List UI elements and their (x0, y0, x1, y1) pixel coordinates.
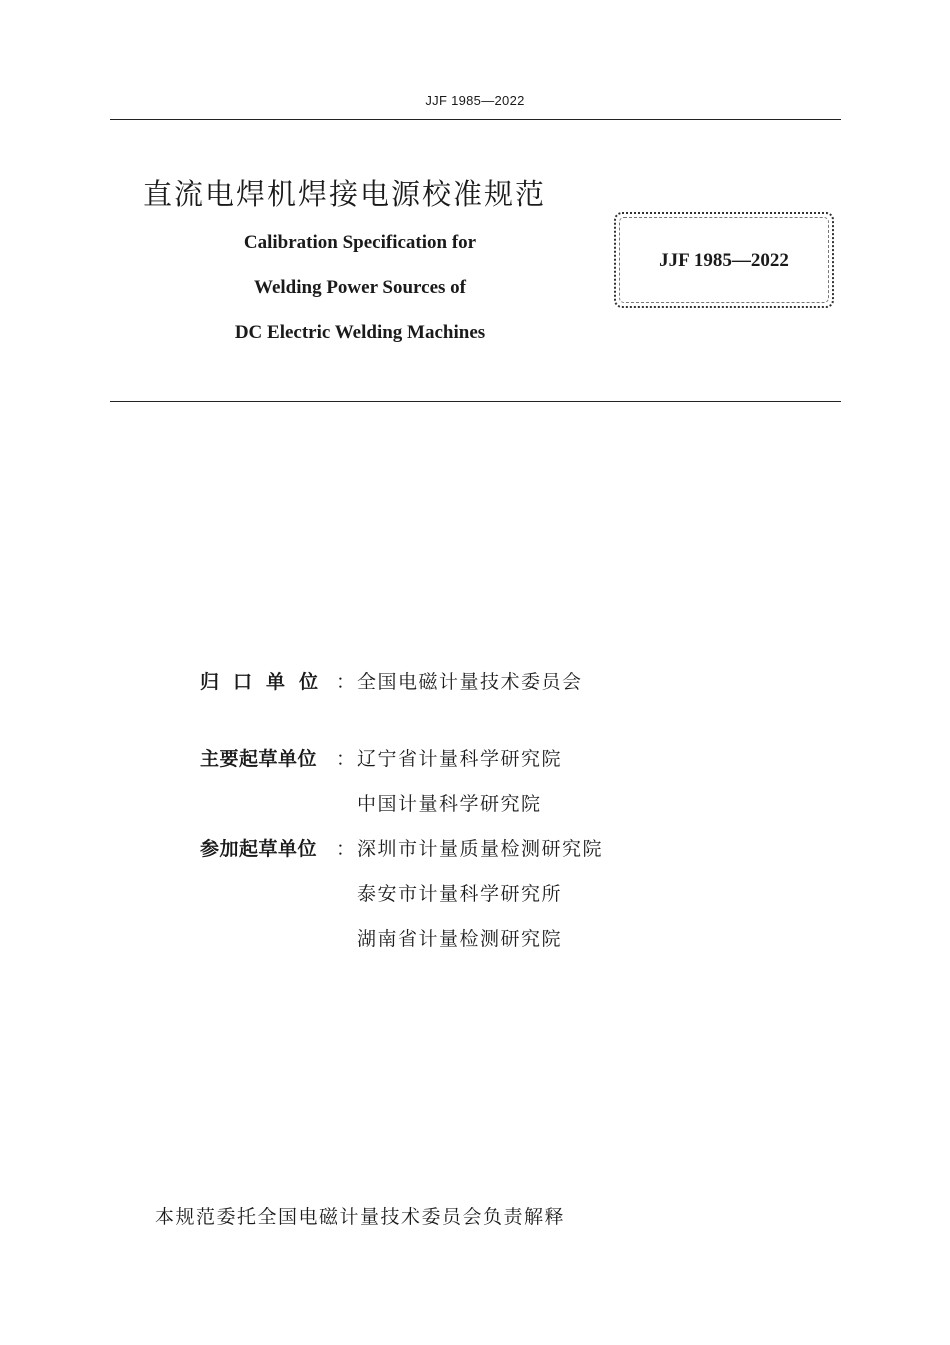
english-title-line-1: Calibration Specification for (243, 232, 477, 253)
chinese-title: 直流电焊机焊接电源校准规范 (143, 177, 547, 211)
main-drafting-unit-value: 中国计量科学研究院 (357, 793, 542, 815)
participating-drafting-unit-label: 参加起草单位 (200, 838, 318, 860)
specification-code: JJF 1985—2022 (659, 250, 789, 271)
main-drafting-unit-label: 主要起草单位 (200, 748, 318, 770)
label-colon: ： (336, 748, 356, 770)
header-rule (110, 119, 841, 120)
responsible-unit-value: 全国电磁计量技术委员会 (357, 671, 583, 693)
specification-code-box (614, 212, 834, 308)
participating-drafting-unit-value: 深圳市计量质量检测研究院 (357, 838, 604, 860)
responsible-unit-label: 归口单位 (200, 671, 333, 693)
main-drafting-unit-value: 辽宁省计量科学研究院 (357, 748, 563, 770)
running-header: JJF 1985—2022 (425, 93, 525, 108)
label-colon: ： (336, 671, 356, 693)
title-section-rule (110, 401, 841, 402)
participating-drafting-unit-value: 泰安市计量科学研究所 (357, 883, 563, 905)
label-colon: ： (336, 838, 356, 860)
participating-drafting-unit-value: 湖南省计量检测研究院 (357, 928, 563, 950)
english-title-line-3: DC Electric Welding Machines (234, 322, 486, 343)
english-title-line-2: Welding Power Sources of (254, 277, 466, 298)
interpretation-note: 本规范委托全国电磁计量技术委员会负责解释 (155, 1206, 566, 1228)
